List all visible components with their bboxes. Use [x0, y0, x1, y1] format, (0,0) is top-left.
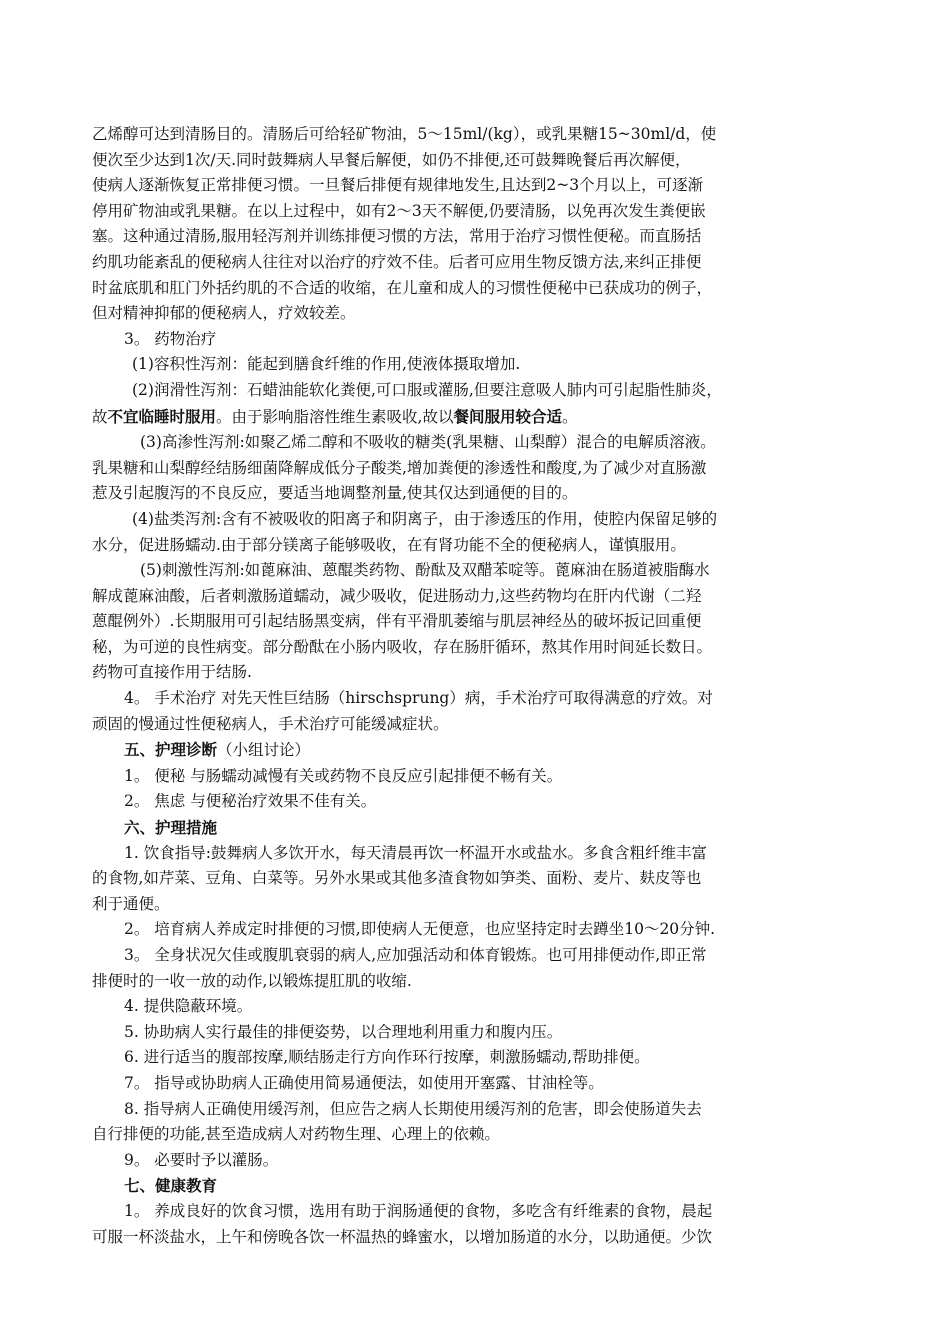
list-item-stimulant-laxative: (5)刺激性泻剂:如蓖麻油、蒽醌类药物、酚酞及双醋苯啶等。蓖麻油在肠道被脂酶水 — [140, 561, 710, 580]
body-line: 利于通便。 — [92, 894, 170, 913]
body-line: 顽固的慢通过性便秘病人，手术治疗可能缓减症状。 — [92, 714, 449, 733]
body-line: 使病人逐渐恢复正常排便习惯。一旦餐后排便有规律地发生,且达到2~3个月以上，可逐渐 — [92, 176, 704, 195]
list-item: 3。 全身状况欠佳或腹肌衰弱的病人,应加强活动和体育锻炼。也可用排便动作,即正常 — [124, 946, 707, 964]
body-line: 自行排便的功能,甚至造成病人对药物生理、心理上的依赖。 — [92, 1125, 500, 1144]
body-line: 可服一杯淡盐水，上午和傍晚各饮一杯温热的蜂蜜水，以增加肠道的水分，以助通便。少饮 — [92, 1227, 713, 1246]
body-line: 秘，为可逆的良性病变。部分酚酞在小肠内吸收，存在肠肝循环，熬其作用时间延长数日。 — [92, 637, 713, 656]
emphasis-text: 不宜临睡时服用 — [107, 406, 217, 426]
list-item: 1。 便秘 与肠蠕动减慢有关或药物不良反应引起排便不畅有关。 — [124, 766, 563, 785]
list-item: 1. 饮食指导:鼓舞病人多饮开水，每天清晨再饮一杯温开水或盐水。多食含粗纤维丰富 — [124, 843, 707, 862]
heading-note: （小组讨论） — [217, 741, 311, 760]
body-line: 乳果糖和山梨醇经结肠细菌降解成低分子酸类,增加粪便的渗透性和酸度,为了减少对直肠激 — [92, 458, 707, 477]
body-text: 。由于影响脂溶性维生素吸收,故以 — [216, 407, 454, 426]
section-item-drug-therapy: 3。 药物治疗 — [124, 329, 217, 348]
body-line: 的食物,如芹菜、豆角、白菜等。另外水果或其他多渣食物如笋类、面粉、麦片、麸皮等也 — [92, 869, 702, 888]
body-line: 排便时的一收一放的动作,以锻炼提肛肌的收缩. — [92, 971, 412, 990]
section-item-surgery: 4。 手术治疗 对先天性巨结肠（hirschsprung）病，手术治疗可取得满意的疗效。对 — [124, 689, 713, 708]
body-line: 蒽醌例外）.长期服用可引起结肠黑变病，伴有平滑肌萎缩与肌层神经丛的破坏扳记回重便 — [92, 612, 702, 631]
list-item-osmotic-laxative: (3)高渗性泻剂:如聚乙烯二醇和不吸收的糖类(乳果糖、山梨醇）混合的电解质溶液。 — [140, 433, 716, 452]
list-item: 1。 养成良好的饮食习惯，选用有助于润肠通便的食物，多吃含有纤维素的食物，晨起 — [124, 1201, 713, 1220]
list-item: 5. 协助病人实行最佳的排便姿势，以合理地利用重力和腹内压。 — [124, 1022, 563, 1041]
body-line: 时盆底肌和肛门外括约肌的不合适的收缩，在儿童和成人的习惯性便秘中已获成功的例子， — [92, 278, 713, 297]
list-item: 7。 指导或协助病人正确使用简易通便法，如使用开塞露、甘油栓等。 — [124, 1073, 604, 1092]
list-item-lubricant-laxative: (2)润滑性泻剂：石蜡油能软化粪便,可口服或灌肠,但要注意吸人肺内可引起脂性肺炎， — [132, 380, 722, 399]
heading-text: 五、护理诊断 — [124, 740, 218, 760]
section-heading-nursing-diagnosis — [92, 737, 862, 764]
body-line: 但对精神抑郁的便秘病人，疗效较差。 — [92, 304, 356, 323]
body-text: 故 — [92, 407, 108, 426]
list-item: 9。 必要时予以灌肠。 — [124, 1150, 279, 1169]
list-item: 6. 进行适当的腹部按摩,顺结肠走行方向作环行按摩，刺激肠蠕动,帮助排便。 — [124, 1048, 650, 1067]
body-line: 塞。这种通过清肠,服用轻泻剂并训练排便习惯的方法，常用于治疗习惯性便秘。而直肠括 — [92, 227, 702, 246]
list-item-bulk-laxative: (1)容积性泻剂：能起到膳食纤维的作用,使液体摄取增加. — [132, 355, 521, 374]
body-line: 乙烯醇可达到清肠目的。清肠后可给轻矿物油，5～15ml/(kg），或乳果糖15~30ml/d，使 — [92, 125, 717, 143]
section-heading-health-education: 七、健康教育 — [124, 1176, 218, 1196]
body-line: 解成蓖麻油酸，后者刺激肠道蠕动，减少吸收，促进肠动力,这些药物均在肝内代谢（二羟 — [92, 586, 702, 605]
list-item: 4. 提供隐蔽环境。 — [124, 997, 253, 1016]
emphasis-text: 餐间服用较合适 — [453, 406, 562, 426]
body-line: 约肌功能紊乱的便秘病人往往对以治疗的疗效不佳。后者可应用生物反馈方法,来纠正排便 — [92, 252, 702, 271]
body-line: 药物可直接作用于结肠. — [92, 663, 252, 682]
section-heading-nursing-measures: 六、护理措施 — [124, 818, 218, 838]
list-item: 8. 指导病人正确使用缓泻剂，但应告之病人长期使用缓泻剂的危害，即会使肠道失去 — [124, 1099, 702, 1118]
body-line: 水分，促进肠蠕动.由于部分镁离子能够吸收，在有肾功能不全的便秘病人，谨慎服用。 — [92, 535, 686, 554]
body-text: 。 — [561, 407, 578, 426]
body-line: 惹及引起腹泻的不良反应，要适当地调整剂量,使其仅达到通便的目的。 — [92, 484, 578, 503]
body-line: 便次至少达到1次/天.同时鼓舞病人早餐后解便，如仍不排便,还可鼓舞晚餐后再次解便， — [92, 150, 691, 169]
list-item-saline-laxative: (4)盐类泻剂:含有不被吸收的阳离子和阴离子，由于渗透压的作用，使腔内保留足够的 — [132, 509, 718, 528]
document-body — [92, 122, 862, 1250]
list-item: 2。 焦虑 与便秘治疗效果不佳有关。 — [124, 792, 377, 811]
body-line — [92, 404, 862, 431]
list-item: 2。 培育病人养成定时排便的习惯,即使病人无便意，也应坚持定时去蹲坐10～20分钟. — [124, 920, 716, 939]
body-line: 停用矿物油或乳果糖。在以上过程中，如有2～3天不解便,仍要清肠，以免再次发生粪便嵌 — [92, 201, 706, 220]
